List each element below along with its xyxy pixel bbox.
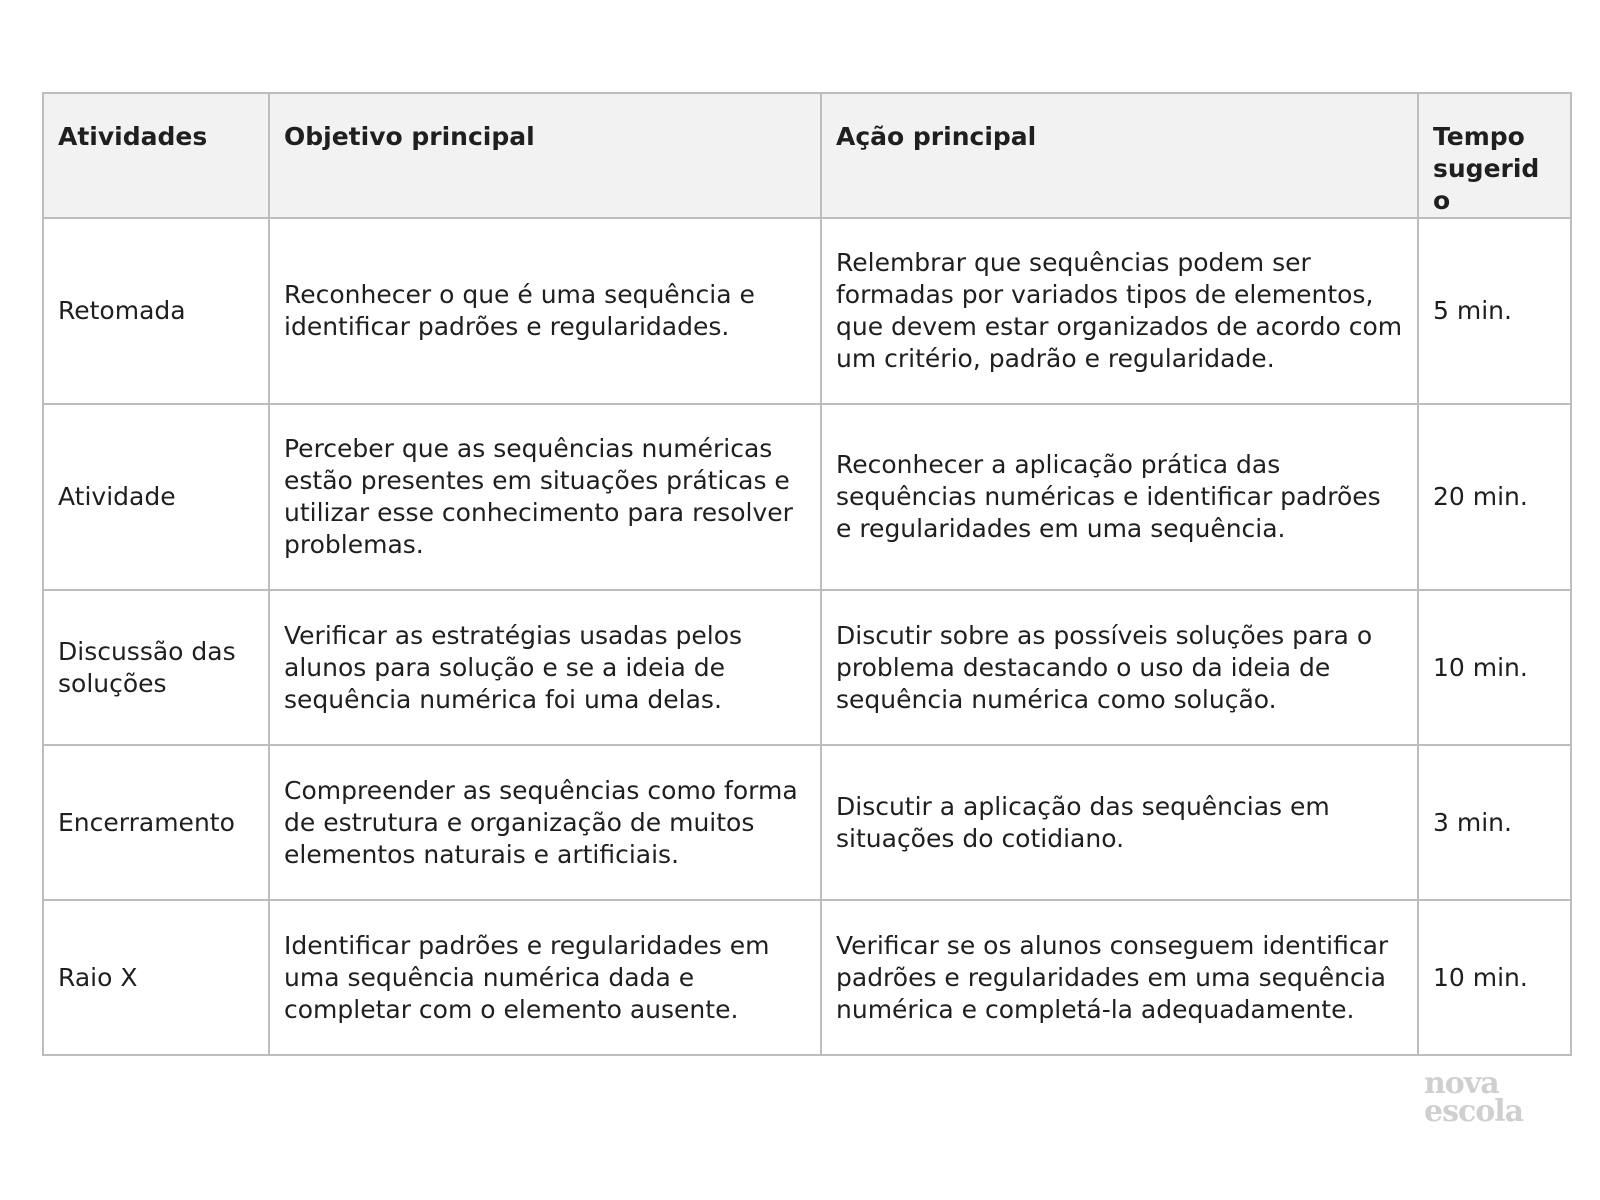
cell-action: Verificar se os alunos conseguem identificar padrões e regularidades em uma sequência numérica e completá-la adequadamente. bbox=[821, 900, 1418, 1055]
cell-objective: Verificar as estratégias usadas pelos alunos para solução e se a ideia de sequência numérica foi uma delas. bbox=[269, 590, 821, 745]
header-row bbox=[43, 93, 1571, 218]
header-time: Tempo sugerido bbox=[1418, 93, 1571, 218]
cell-activity: Raio X bbox=[43, 900, 269, 1055]
cell-activity: Encerramento bbox=[43, 745, 269, 900]
header-action: Ação principal bbox=[821, 93, 1418, 218]
cell-time: 3 min. bbox=[1418, 745, 1571, 900]
table-header bbox=[43, 93, 1571, 218]
cell-action: Relembrar que sequências podem ser formadas por variados tipos de elementos, que devem estar organizados de acordo com um critério, padrão e regularidade. bbox=[821, 218, 1418, 404]
logo-line-1: nova bbox=[1424, 1066, 1499, 1101]
cell-time: 20 min. bbox=[1418, 404, 1571, 590]
cell-activity: Retomada bbox=[43, 218, 269, 404]
cell-action: Discutir sobre as possíveis soluções para o problema destacando o uso da ideia de sequência numérica como solução. bbox=[821, 590, 1418, 745]
table-row bbox=[43, 745, 1571, 900]
cell-objective: Reconhecer o que é uma sequência e identificar padrões e regularidades. bbox=[269, 218, 821, 404]
table-row bbox=[43, 218, 1571, 404]
cell-activity: Atividade bbox=[43, 404, 269, 590]
cell-objective: Compreender as sequências como forma de estrutura e organização de muitos elementos naturais e artificiais. bbox=[269, 745, 821, 900]
cell-time: 5 min. bbox=[1418, 218, 1571, 404]
cell-activity: Discussão das soluções bbox=[43, 590, 269, 745]
table-body bbox=[43, 218, 1571, 1055]
cell-time: 10 min. bbox=[1418, 590, 1571, 745]
cell-action: Reconhecer a aplicação prática das sequências numéricas e identificar padrões e regularidades em uma sequência. bbox=[821, 404, 1418, 590]
header-activities: Atividades bbox=[43, 93, 269, 218]
table-row bbox=[43, 590, 1571, 745]
cell-objective: Perceber que as sequências numéricas estão presentes em situações práticas e utilizar esse conhecimento para resolver problemas. bbox=[269, 404, 821, 590]
logo-line-2: escola bbox=[1424, 1094, 1524, 1129]
cell-objective: Identificar padrões e regularidades em uma sequência numérica dada e completar com o elemento ausente. bbox=[269, 900, 821, 1055]
cell-action: Discutir a aplicação das sequências em situações do cotidiano. bbox=[821, 745, 1418, 900]
lesson-plan-table bbox=[42, 92, 1572, 1056]
header-objective: Objetivo principal bbox=[269, 93, 821, 218]
table-row bbox=[43, 404, 1571, 590]
table-row bbox=[43, 900, 1571, 1055]
cell-time: 10 min. bbox=[1418, 900, 1571, 1055]
nova-escola-logo bbox=[1424, 1066, 1544, 1129]
